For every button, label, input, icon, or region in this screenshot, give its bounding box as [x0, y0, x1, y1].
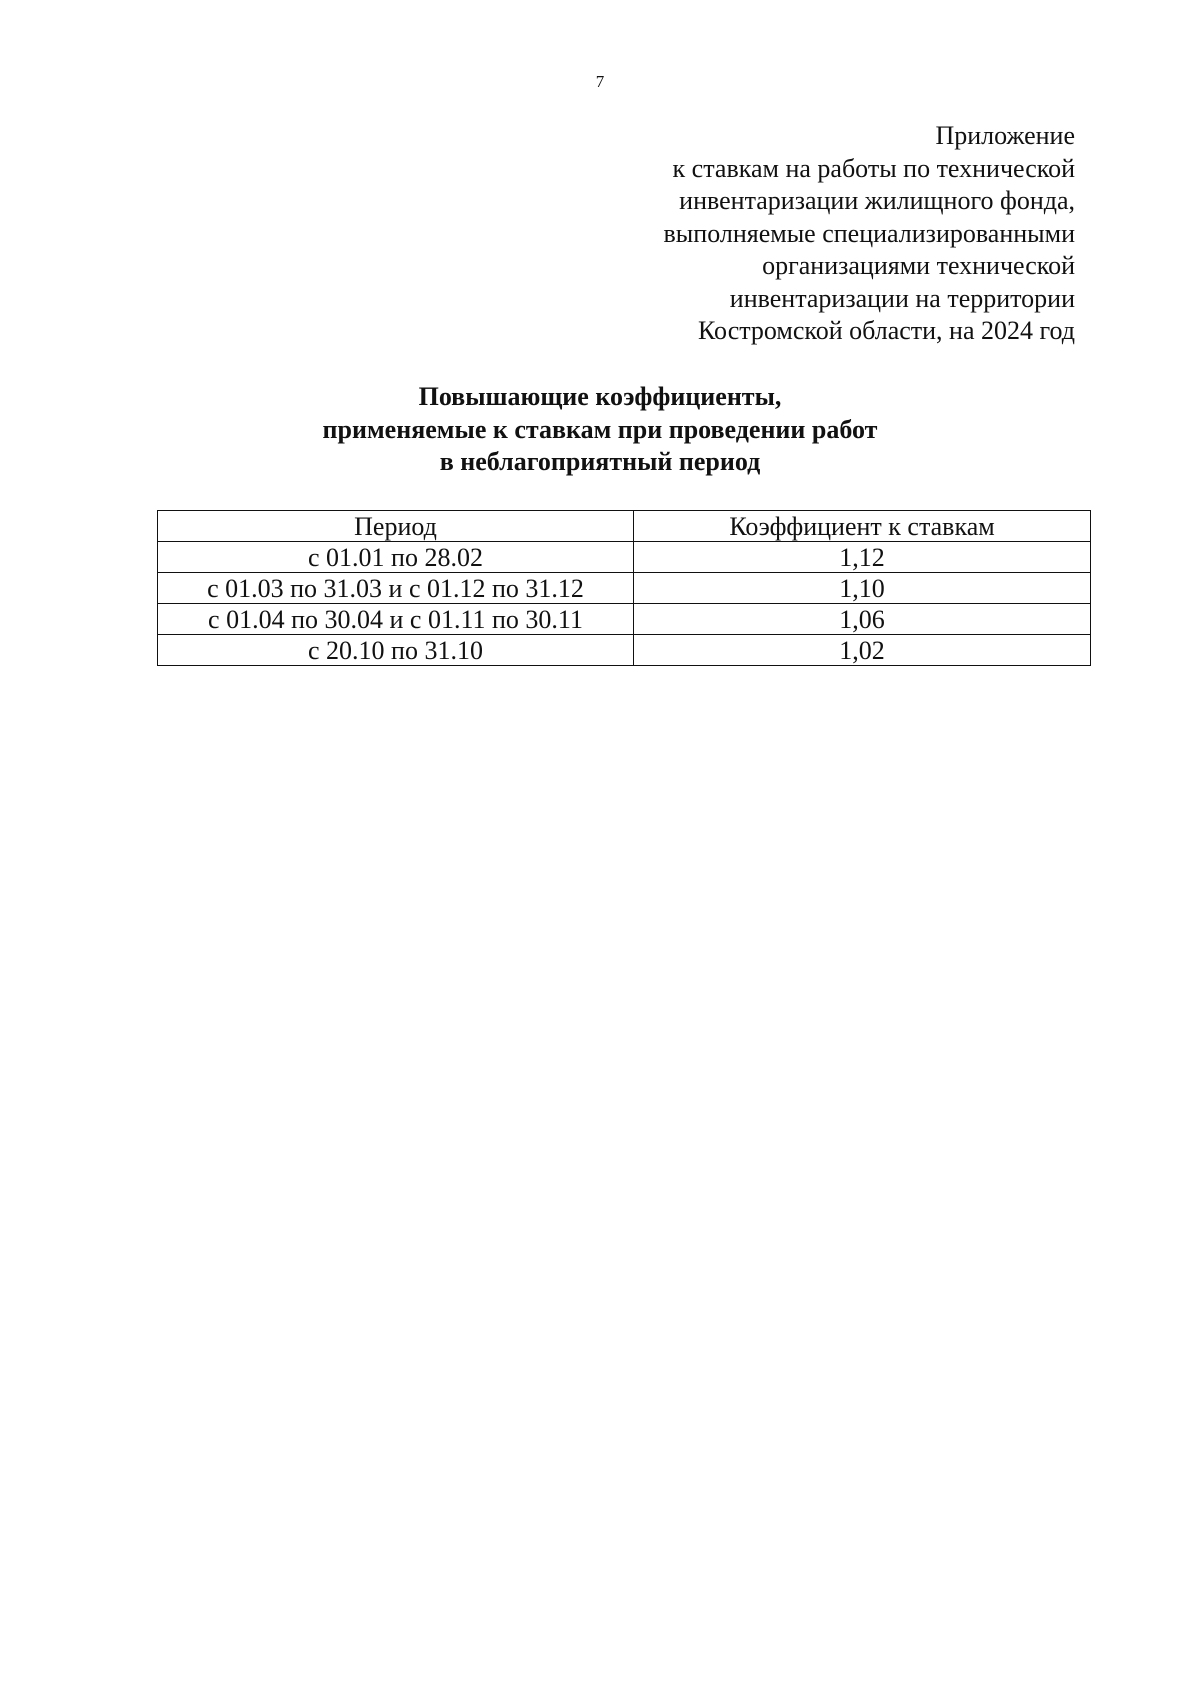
appendix-line: инвентаризации жилищного фонда, — [679, 186, 1075, 215]
coefficient-cell: 1,06 — [634, 604, 1091, 635]
table-row — [158, 573, 1091, 604]
document-title — [0, 381, 1200, 479]
coefficient-cell: 1,02 — [634, 635, 1091, 666]
appendix-note — [475, 120, 1075, 348]
period-cell: с 01.04 по 30.04 и с 01.11 по 30.11 — [158, 604, 634, 635]
period-cell: с 01.01 по 28.02 — [158, 542, 634, 573]
coefficients-table — [157, 510, 1091, 666]
coefficient-cell: 1,12 — [634, 542, 1091, 573]
table-row — [158, 635, 1091, 666]
page-number: 7 — [595, 72, 605, 91]
period-cell: с 01.03 по 31.03 и с 01.12 по 31.12 — [158, 573, 634, 604]
coefficient-cell: 1,10 — [634, 573, 1091, 604]
table-row — [158, 542, 1091, 573]
table-row — [158, 604, 1091, 635]
title-line: применяемые к ставкам при проведении работ — [322, 414, 878, 444]
appendix-line: организациями технической — [762, 251, 1075, 280]
appendix-line: инвентаризации на территории — [729, 283, 1075, 313]
title-line: в неблагоприятный период — [439, 447, 761, 476]
period-cell: с 20.10 по 31.10 — [158, 635, 634, 666]
header-period: Период — [158, 511, 634, 542]
header-coefficient: Коэффициент к ставкам — [634, 511, 1091, 542]
appendix-line: Костромской области, на 2024 год — [698, 316, 1075, 345]
appendix-line: Приложение — [935, 121, 1075, 150]
title-line: Повышающие коэффициенты, — [418, 382, 782, 411]
appendix-line: выполняемые специализированными — [663, 218, 1075, 248]
appendix-line: к ставкам на работы по технической — [672, 153, 1075, 183]
table-header-row — [158, 511, 1091, 542]
